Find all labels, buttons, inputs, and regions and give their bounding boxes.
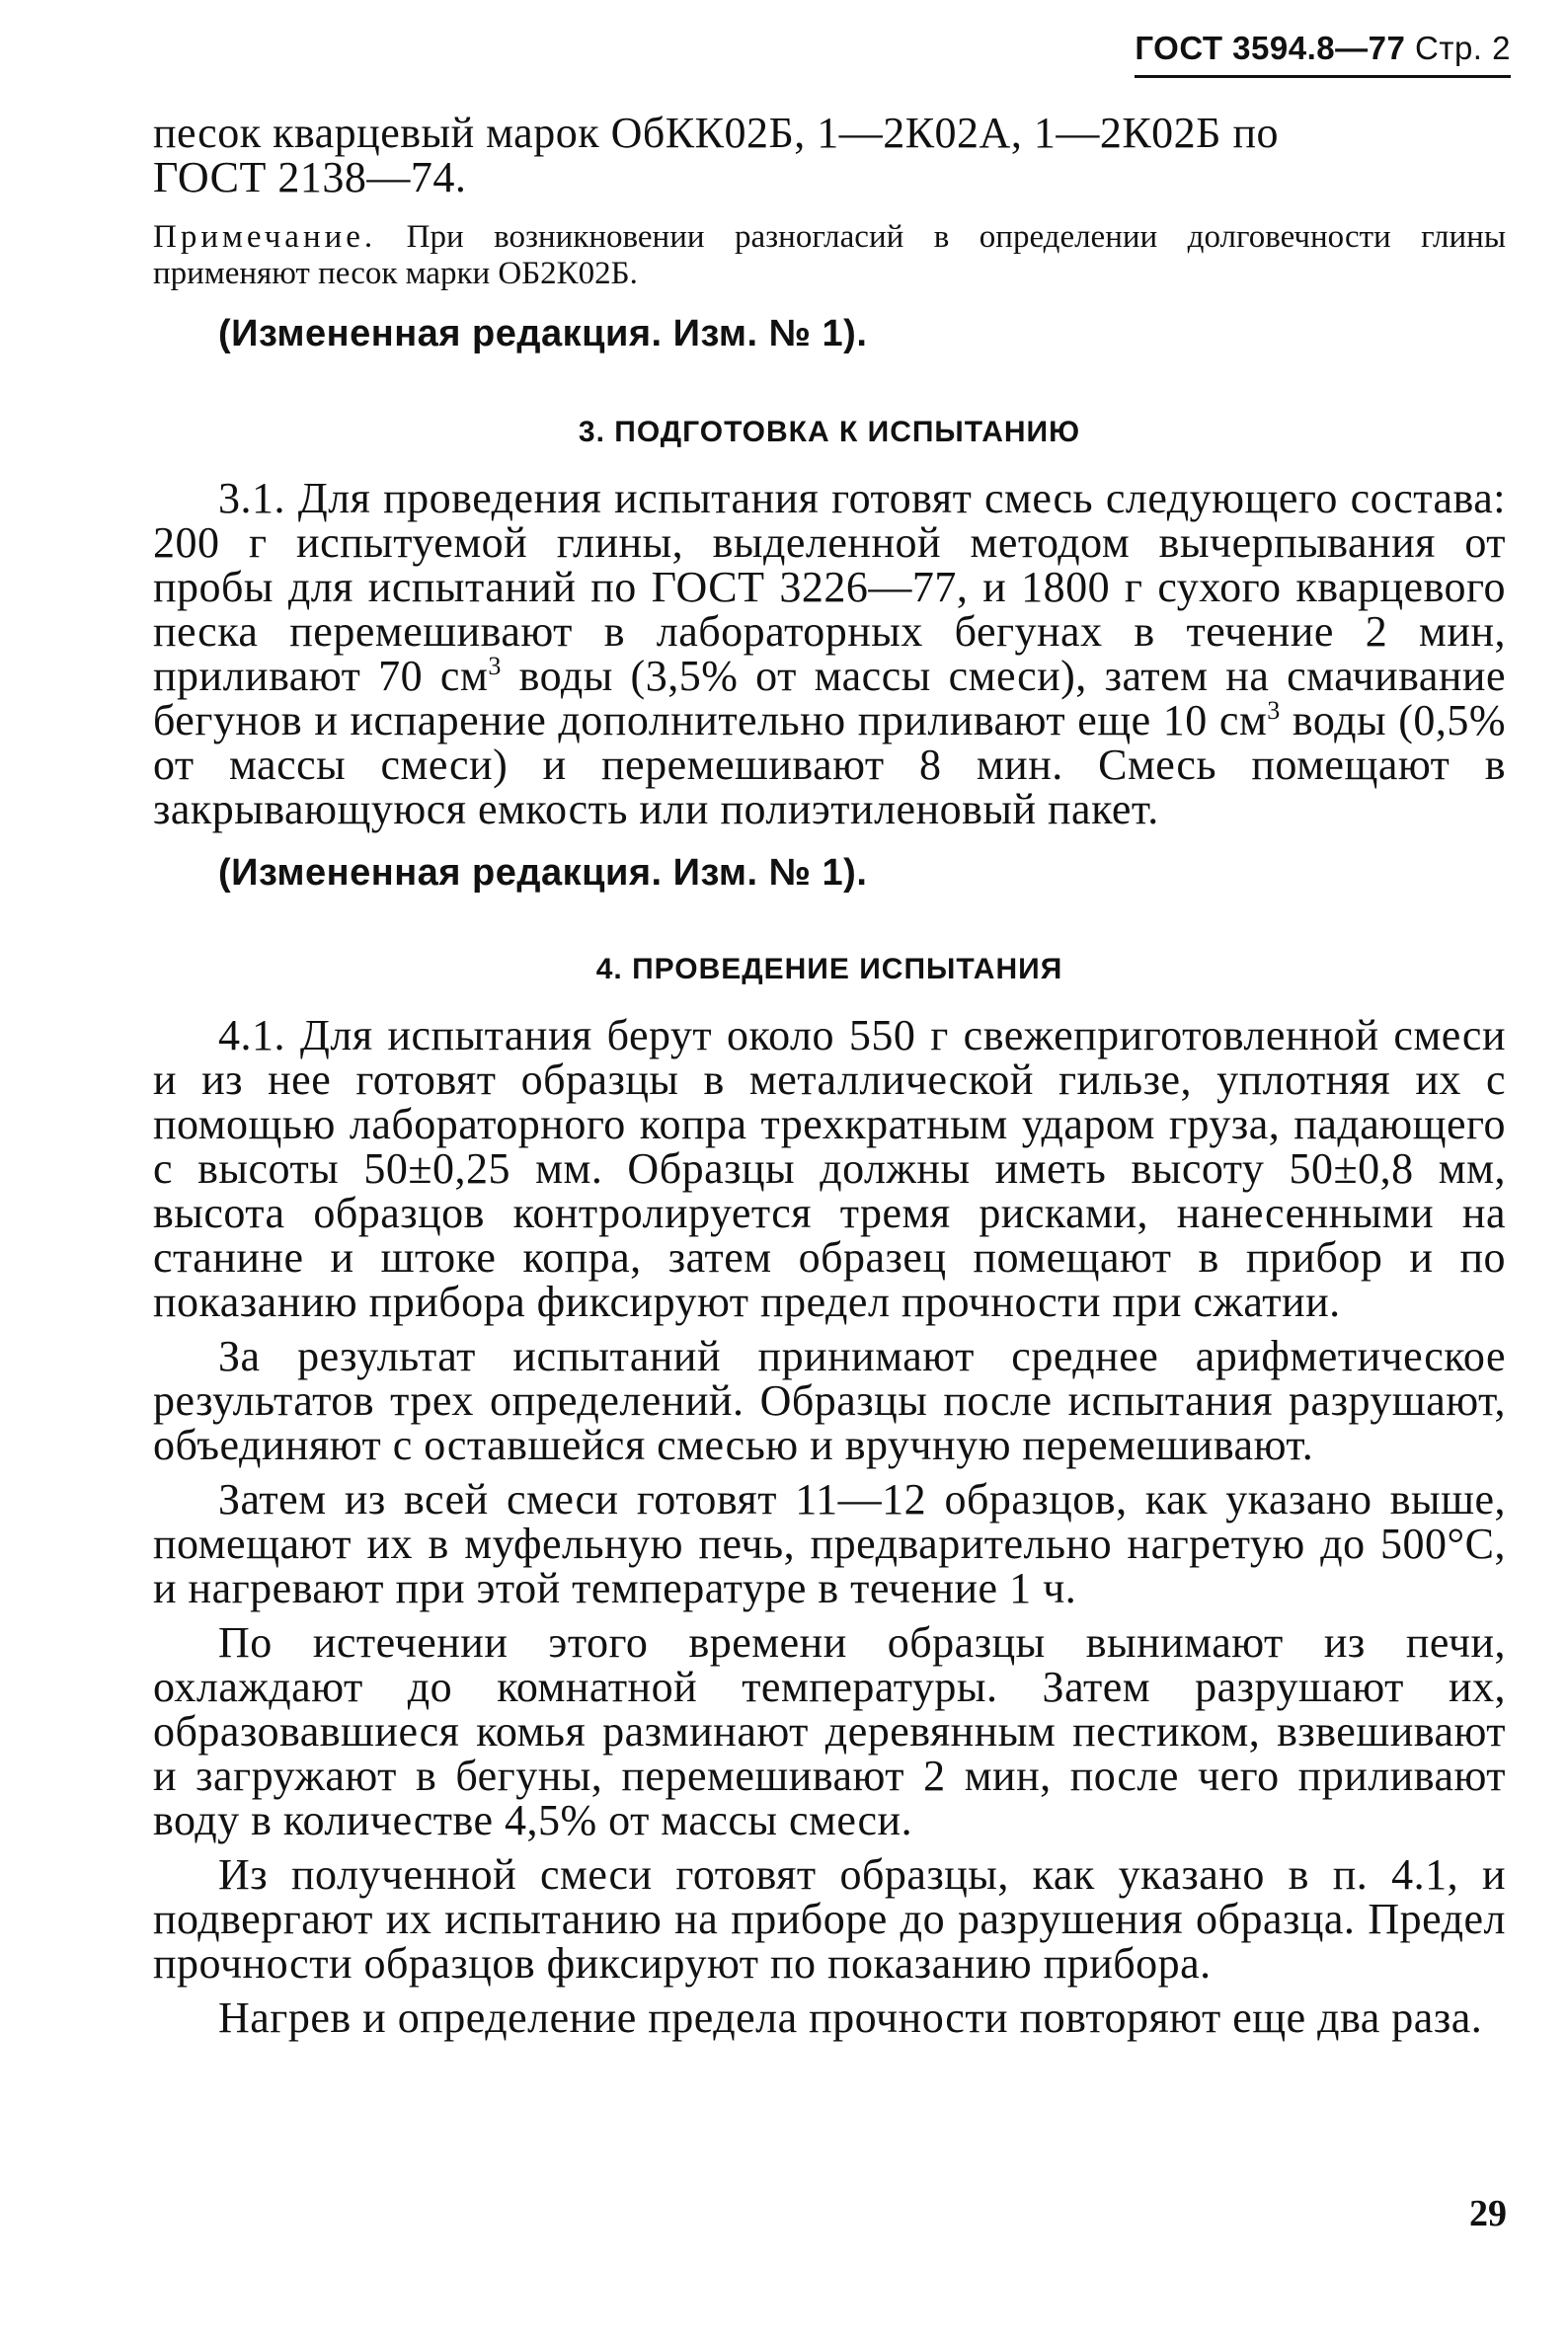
amendment-note-2: (Измененная редакция. Изм. № 1). [218,852,868,894]
paragraph-4-1: 4.1. Для испытания берут около 550 г свежеприготовленной смеси и из нее готовят образцы в металлической гильзе, уплотняя их с помощью лабораторного копра трехкратным ударом груза, падающего с высоты 50±0,25 мм. Образцы должны иметь высоту 50±0,8 мм, высота образцов контролируется тремя рисками, нанесенными на станине и штоке копра, затем образец помещают в прибор и по показанию прибора фиксируют предел прочности при сжатии. [153,1011,1506,1326]
intro-line-1: песок кварцевый марок ОбКК02Б, 1—2К02А, 1—2К02Б по [153,109,1279,157]
p31-text-a: 3.1. Для проведения испытания готовят смесь следующего состава: 200 г испытуемой глины, выделенной методом вычерпывания от пробы для испытаний по ГОСТ 3226—77, и 1800 г сухого кварцевого песка перемешивают в лабораторных бегунах в течение 2 мин, приливают 70 см [153,474,1506,700]
standard-number: ГОСТ 3594.8—77 [1135,30,1406,66]
paragraph-3-1 [153,476,1506,831]
paragraph-4-1-testing: Из полученной смеси готовят образцы, как указано в п. 4.1, и подвергают их испытанию на приборе до разрушения образца. Предел прочности образцов фиксируют по показанию прибора. [153,1850,1506,1988]
running-header [1135,30,1511,78]
amendment-note-1: (Измененная редакция. Изм. № 1). [218,313,868,354]
intro-line-2: ГОСТ 2138—74. [153,153,467,201]
section-3-title: 3. ПОДГОТОВКА К ИСПЫТАНИЮ [578,416,1081,448]
note-paragraph [153,219,1506,292]
page-label: Стр. 2 [1415,30,1511,66]
p31-superscript-2: 3 [1267,696,1281,725]
page-content [153,111,1506,2040]
section-4-title: 4. ПРОВЕДЕНИЕ ИСПЫТАНИЯ [595,953,1063,985]
paragraph-4-1-repeat: Нагрев и определение предела прочности повторяют еще два раза. [218,1993,1483,2042]
note-text: При возникновении разногласий в определении долговечности глины применяют песок марки ОБ2К02Б. [153,219,1506,291]
page-number: 29 [1469,2193,1507,2234]
intro-paragraph [153,111,1506,199]
p31-text-c: воды (0,5% от массы смеси) и перемешивают 8 мин. Смесь помещают в закрывающуюся емкость или полиэтиленовый пакет. [153,696,1506,833]
p31-superscript-1: 3 [488,652,502,680]
note-label: Примечание. [153,219,377,255]
paragraph-4-1-result: За результат испытаний принимают среднее арифметическое результатов трех определений. Образцы после испытания разрушают, объединяют с оставшейся смесью и вручную перемешивают. [153,1332,1506,1469]
paragraph-4-1-cooling: По истечении этого времени образцы вынимают из печи, охлаждают до комнатной температуры. Затем разрушают их, образовавшиеся комья разминают деревянным пестиком, взвешивают и загружают в бегуны, перемешивают 2 мин, после чего приливают воду в количестве 4,5% от массы смеси. [153,1618,1506,1844]
p31-text-b: воды (3,5% от массы смеси), затем на смачивание бегунов и испарение дополнительно приливают еще 10 см [153,652,1507,744]
paragraph-4-1-heating: Затем из всей смеси готовят 11—12 образцов, как указано выше, помещают их в муфельную печь, предварительно нагретую до 500°С, и нагревают при этой температуре в течение 1 ч. [153,1475,1506,1612]
